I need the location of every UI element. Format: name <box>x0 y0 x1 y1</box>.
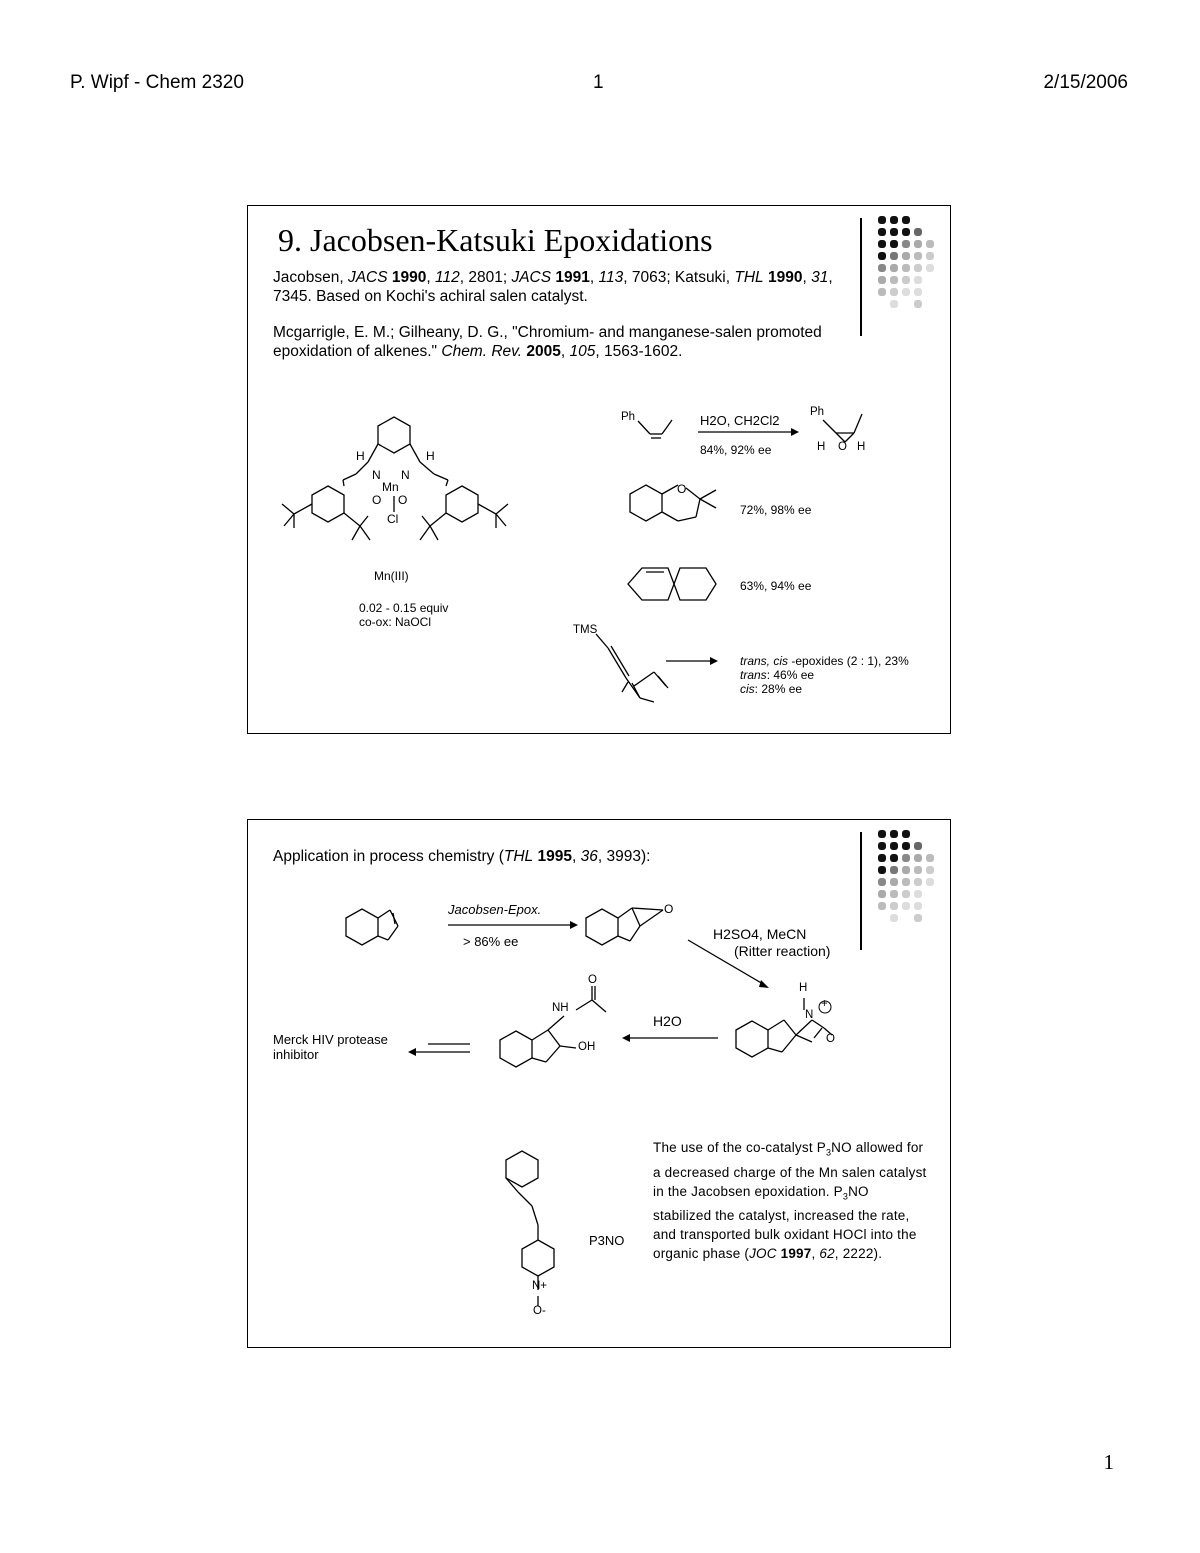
catalyst-mn: Mn <box>382 480 399 494</box>
chromene-o: O <box>677 482 687 496</box>
target-line-2: inhibitor <box>273 1047 319 1062</box>
rxn2-result: 72%, 98% ee <box>740 503 812 517</box>
oxazolinium-plus: + <box>821 998 828 1010</box>
amide-nh: NH <box>552 1002 569 1014</box>
slide2-structures <box>248 820 952 1349</box>
p3no-label: P3NO <box>589 1233 625 1248</box>
p3no-o-minus: O- <box>533 1305 546 1317</box>
amino-alcohol-benzo-ring <box>500 1031 532 1067</box>
rxn1-conditions: H2O, CH2Cl2 <box>700 413 780 428</box>
indene-oxide-benzo-ring <box>586 909 618 945</box>
catalyst-h-right: H <box>426 449 435 463</box>
slide-title: Application in process chemistry (THL 1995, 36, 3993): <box>273 848 651 865</box>
rxn1-product-h2: H <box>857 441 866 453</box>
header-date: 2/15/2006 <box>1043 72 1128 93</box>
rxn1-product-o: O <box>838 441 847 453</box>
p3no-note: The use of the co-catalyst $P_3NO$ allowed for a decreased charge of the Mn salen catalyst in the Jacobsen epoxidation. $P_3NO$ stabilized the catalyst, increased the rate, and transported bulk oxidant HOCl into the organic phase (JOC 1997, 62, 2222). <box>653 1140 927 1262</box>
rxn4-tms: TMS <box>573 624 598 636</box>
rxn4-result-line1: trans, cis -epoxides (2 : 1), 23% <box>740 654 909 668</box>
rxn1-product-h1: H <box>817 441 826 453</box>
rxn1-yield: 84%, 92% ee <box>700 443 772 457</box>
oxazolinium-n: N <box>805 1009 814 1021</box>
indene-benzo-ring <box>346 909 378 945</box>
p3no-n-plus: N+ <box>532 1280 548 1292</box>
spiro-ring-left <box>628 568 674 600</box>
chromene-benzo-ring <box>630 485 662 521</box>
catalyst-n-left: N <box>372 468 381 482</box>
rxn4-result-line3: cis: 28% ee <box>740 682 803 696</box>
rxn1-substrate-ph: Ph <box>621 411 636 423</box>
hydroxyl-oh: OH <box>578 1041 596 1053</box>
target-line-1: Merck HIV protease <box>273 1032 388 1047</box>
catalyst-cooxidant: co-ox: NaOCl <box>359 615 432 629</box>
catalyst-h-left: H <box>356 449 365 463</box>
step1-reagent: Jacobsen-Epox. <box>448 902 542 917</box>
p3no-pyridine-ring <box>522 1240 554 1276</box>
oxazolinium-o: O <box>826 1033 835 1045</box>
catalyst-equiv: 0.02 - 0.15 equiv <box>359 601 449 615</box>
step3-reagent: H2O <box>653 1013 682 1029</box>
oxazolinium-h: H <box>799 982 808 994</box>
header-page-number: 1 <box>593 72 604 93</box>
catalyst-n-right: N <box>401 468 410 482</box>
footer-page-number: 1 <box>1103 1450 1114 1474</box>
salen-aryl-right <box>446 486 478 522</box>
slide-title: 9. Jacobsen-Katsuki Epoxidations <box>278 222 713 258</box>
catalyst-o-right: O <box>398 493 408 507</box>
step2-reagents: H2SO4, MeCN <box>713 926 807 942</box>
p3no-phenyl-ring <box>506 1151 538 1187</box>
header-author-course: P. Wipf - Chem 2320 <box>70 72 244 93</box>
epoxide-o: O <box>664 902 674 916</box>
slide-2 <box>247 819 951 1348</box>
slide-1 <box>247 205 951 734</box>
catalyst-o-left: O <box>372 493 382 507</box>
cyclohexane-ring <box>378 417 410 453</box>
amide-o: O <box>588 974 597 986</box>
spiro-ring-right <box>674 568 716 600</box>
citation-2: Mcgarrigle, E. M.; Gilheany, D. G., "Chromium- and manganese-salen promoted epoxidation of alkenes." Chem. Rev. 2005, 105, 1563-1602. <box>273 324 822 360</box>
rxn1-product-ph: Ph <box>810 406 825 418</box>
oxazolinium-benzo-ring <box>736 1021 768 1057</box>
step1-ee: > 86% ee <box>463 934 519 949</box>
rxn4-result-line2: trans: 46% ee <box>740 668 815 682</box>
rxn3-result: 63%, 94% ee <box>740 579 812 593</box>
salen-aryl-left <box>312 486 344 522</box>
catalyst-label: Mn(III) <box>374 569 409 583</box>
step2-name: (Ritter reaction) <box>734 943 831 959</box>
catalyst-cl: Cl <box>387 512 399 526</box>
citation-1: Jacobsen, JACS 1990, 112, 2801; JACS 1991, 113, 7063; Katsuki, THL 1990, 31, 7345. Based on Kochi's achiral salen catalyst. <box>273 269 833 305</box>
